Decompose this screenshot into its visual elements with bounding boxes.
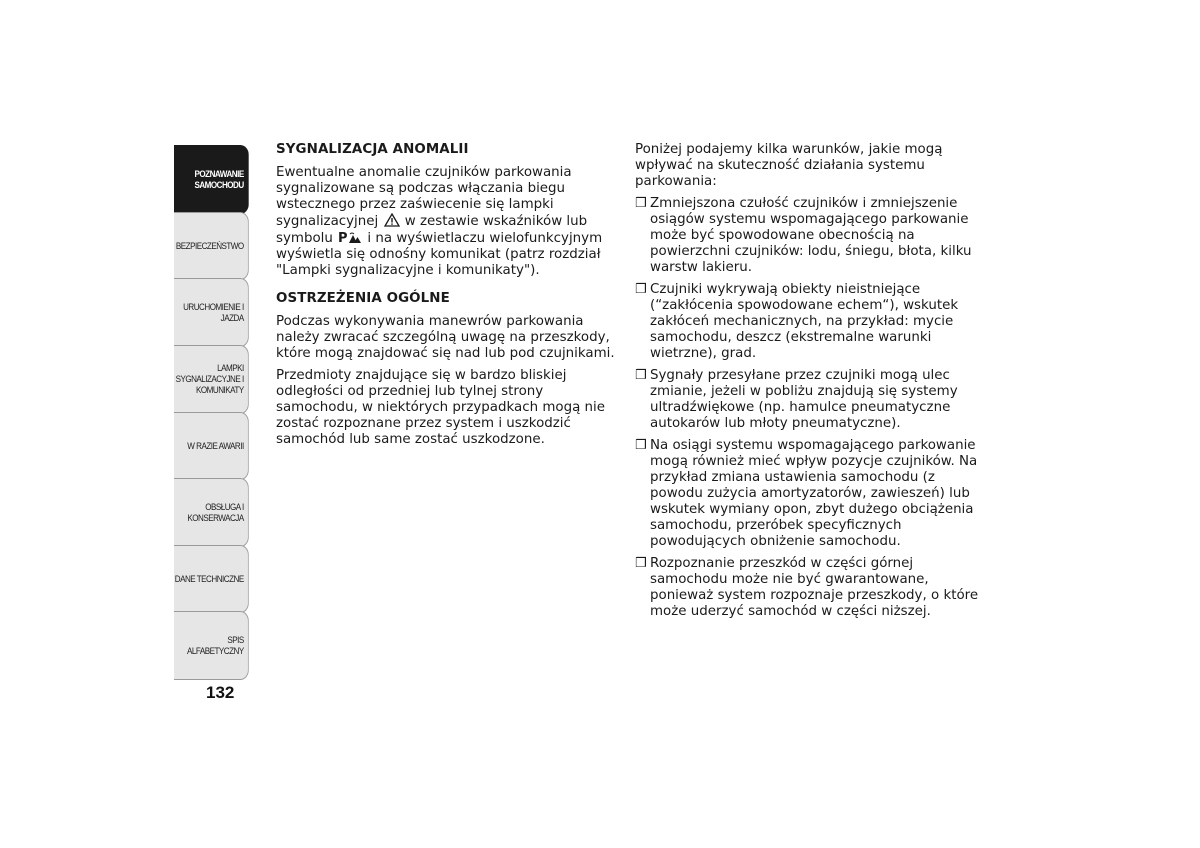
svg-text:P: P	[338, 231, 348, 245]
tab-w-razie-awarii[interactable]: W RAZIE AWARII	[174, 412, 249, 480]
heading-ostrzezenia-ogolne: OSTRZEŻENIA OGÓLNE	[276, 291, 450, 306]
checkbox-bullet-icon: ❒	[635, 368, 647, 383]
checkbox-bullet-icon: ❒	[635, 556, 647, 571]
warning-triangle-icon	[384, 213, 400, 227]
list-item: ❒ Na osiągi systemu wspomagającego parkowanie mogą również mieć wpływ pozycje czujników. Na przykład zmiana ustawienia samochodu (z powodu zużycia amortyzatorów, zawieszeń) lub wskutek wymiany opon, zbyt dużego obciążenia samochodu, przeróbek specyficznych powodujących obniżenie samochodu.	[635, 438, 978, 549]
tab-spis-alfabetyczny[interactable]: SPIS ALFABETYCZNY	[174, 611, 249, 680]
paragraph-anomalie: Ewentualne anomalie czujników parkowania sygnalizowane są podczas włączania biegu wstecznego przez zaświecenie się lampki sygnalizacyjnej w zestawie wskaźników lub symbolu P i na wyświetlaczu wielofunkcyjnym wyświetla się odnośny komunikat (patrz rozdział "Lampki sygnalizacyjne i komunikaty").	[276, 165, 603, 278]
paragraph-manewry: Podczas wykonywania manewrów parkowania należy zwracać szczególną uwagę na przeszkody, które mogą znajdować się nad lub pod czujnikami.	[276, 314, 615, 361]
left-column	[276, 142, 620, 454]
list-item: ❒ Rozpoznanie przeszkód w części górnej samochodu może nie być gwarantowane, ponieważ system rozpoznaje przeszkody, o które może uderzyć samochód w części niższej.	[635, 556, 979, 619]
conditions-list	[635, 196, 983, 620]
checkbox-bullet-icon: ❒	[635, 196, 647, 211]
page-number: 132	[206, 683, 235, 702]
parking-sensor-icon	[338, 230, 362, 245]
heading-sygnalizacja-anomalii: SYGNALIZACJA ANOMALII	[276, 142, 469, 157]
paragraph-intro: Poniżej podajemy kilka warunków, jakie mogą wpływać na skuteczność działania systemu parkowania:	[635, 142, 943, 189]
tab-uruchomienie-i-jazda[interactable]: URUCHOMIENIE I JAZDA	[174, 278, 249, 347]
list-item: ❒ Sygnały przesyłane przez czujniki mogą ulec zmianie, jeżeli w pobliżu znajdują się systemy ultradźwiękowe (np. hamulce pneumatyczne autokarów lub młoty pneumatyczne).	[635, 368, 958, 431]
list-item: ❒ Zmniejszona czułość czujników i zmniejszenie osiągów systemu wspomagającego parkowanie może być spowodowane obecnością na powierzchni czujników: lodu, śniegu, błota, kilku warstw lakieru.	[635, 196, 972, 275]
checkbox-bullet-icon: ❒	[635, 282, 647, 297]
tab-poznawanie-samochodu[interactable]: POZNAWANIE SAMOCHODU	[174, 145, 249, 214]
tab-dane-techniczne[interactable]: DANE TECHNICZNE	[174, 545, 249, 613]
paragraph-przedmioty: Przedmioty znajdujące się w bardzo bliskiej odległości od przedniej lub tylnej strony samochodu, w niektórych przypadkach mogą nie zostać rozpoznane przez system i uszkodzić samochód lub same zostać uszkodzone.	[276, 368, 605, 447]
checkbox-bullet-icon: ❒	[635, 438, 647, 453]
tab-bezpieczenstwo[interactable]: BEZPIECZEŃSTWO	[174, 212, 249, 280]
list-item: ❒ Czujniki wykrywają obiekty nieistniejące (“zakłócenia spowodowane echem“), wskutek zakłóceń mechanicznych, na przykład: mycie samochodu, deszcz (ekstremalne warunki wietrzne), grad.	[635, 282, 959, 361]
right-column	[635, 142, 983, 626]
tab-obsluga-i-konserwacja[interactable]: OBSŁUGA I KONSERWACJA	[174, 478, 249, 547]
tab-lampki-sygnalizacyjne[interactable]: LAMPKI SYGNALIZACYJNE I KOMUNIKATY	[174, 345, 249, 414]
